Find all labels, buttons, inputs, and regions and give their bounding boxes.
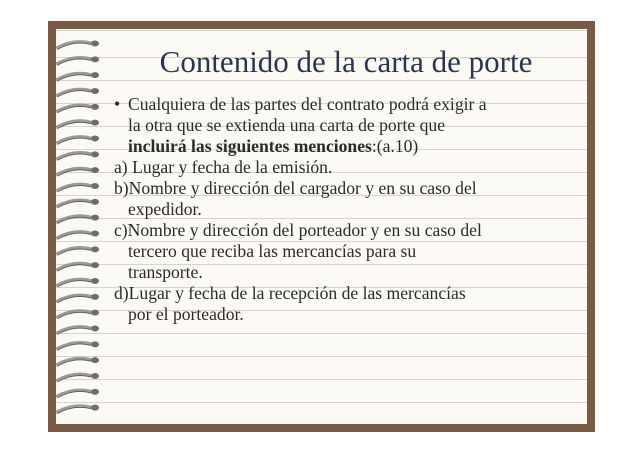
- bullet-point: [114, 94, 584, 115]
- binding-hole: [91, 405, 99, 411]
- binding-hole: [91, 246, 99, 252]
- binding-hole: [91, 41, 99, 47]
- bullet-text-line: Cualquiera de las partes del contrato podrá exigir a: [128, 94, 487, 114]
- list-item-d-continuation: por el porteador.: [128, 304, 244, 324]
- list-item-c-continuation: transporte.: [128, 262, 203, 282]
- list-item-a: a) Lugar y fecha de la emisión.: [114, 157, 333, 177]
- reference-text: :(a.10): [371, 136, 419, 156]
- binding-hole: [91, 357, 99, 363]
- list-item-b-continuation: expedidor.: [128, 199, 202, 219]
- binding-hole: [91, 373, 99, 379]
- binding-hole: [91, 310, 99, 316]
- binding-hole: [91, 231, 99, 237]
- binding-hole: [91, 199, 99, 205]
- binding-hole: [91, 136, 99, 142]
- binding-hole: [91, 215, 99, 221]
- binding-hole: [91, 72, 99, 78]
- binding-hole: [91, 56, 99, 62]
- list-item-c-continuation: tercero que reciba las mercancías para su: [128, 241, 417, 261]
- binding-hole: [91, 326, 99, 332]
- bullet-text-line: [114, 136, 584, 157]
- binding-hole: [91, 104, 99, 110]
- binding-hole: [91, 389, 99, 395]
- bullet-text-line: la otra que se extienda una carta de porte que: [128, 115, 446, 135]
- binding-hole: [91, 341, 99, 347]
- binding-hole: [91, 278, 99, 284]
- binding-hole: [91, 294, 99, 300]
- binding-hole: [91, 262, 99, 268]
- binding-hole: [91, 167, 99, 173]
- bullet-marker: •: [114, 94, 121, 114]
- bold-phrase: incluirá las siguientes menciones: [128, 136, 372, 156]
- binding-hole: [91, 151, 99, 157]
- binding-hole: [91, 88, 99, 94]
- list-item-d: d)Lugar y fecha de la recepción de las mercancías: [114, 283, 466, 303]
- binding-hole: [91, 120, 99, 126]
- binding-hole: [91, 183, 99, 189]
- list-item-b: b)Nombre y dirección del cargador y en su caso del: [114, 178, 477, 198]
- slide-title: Contenido de la carta de porte: [159, 44, 533, 79]
- list-item-c: c)Nombre y dirección del porteador y en su caso del: [114, 220, 482, 240]
- slide-body: [114, 94, 584, 325]
- spiral-binding-icon: [54, 36, 106, 416]
